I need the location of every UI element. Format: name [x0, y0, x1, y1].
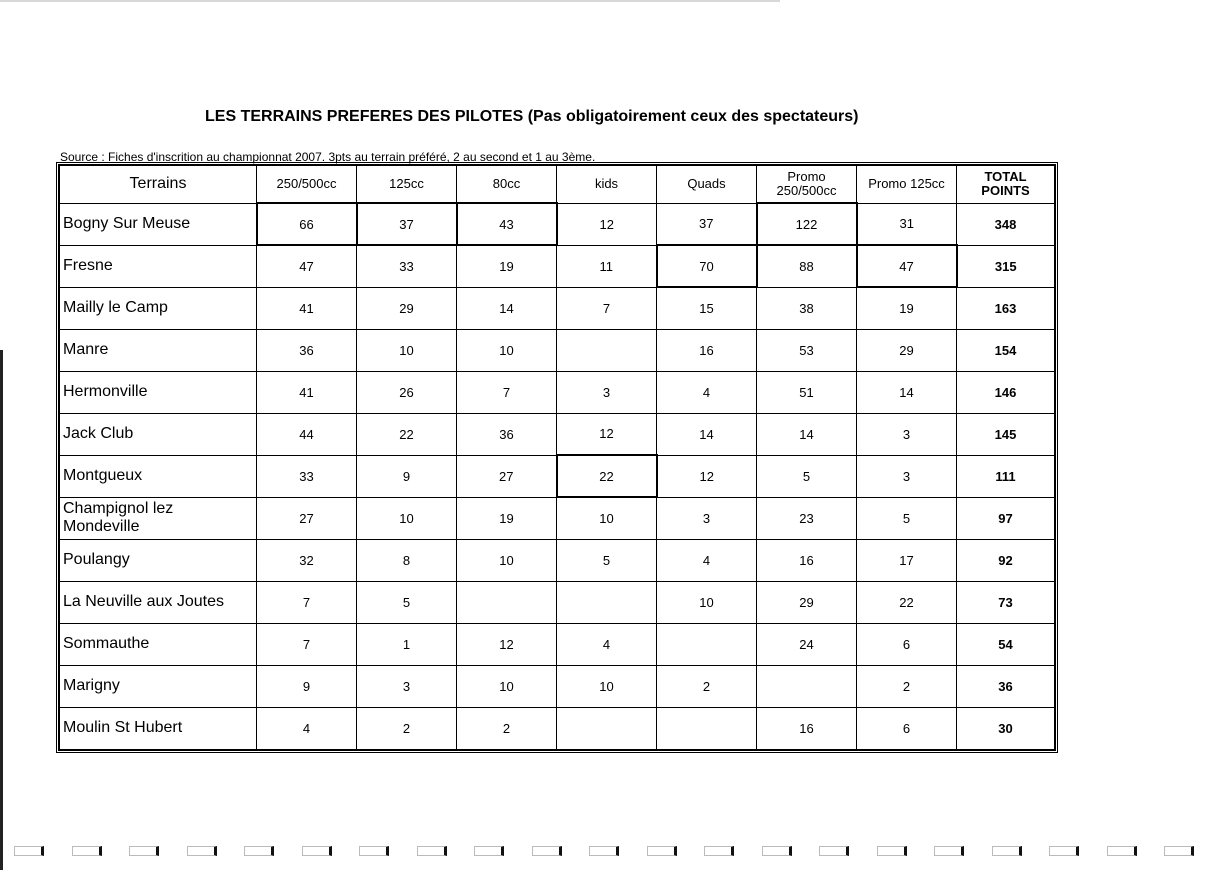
total-points-cell: 146	[957, 371, 1055, 413]
points-cell: 1	[357, 623, 457, 665]
points-cell: 32	[257, 539, 357, 581]
total-points-cell: 30	[957, 707, 1055, 749]
points-cell: 70	[657, 245, 757, 287]
points-cell	[457, 581, 557, 623]
points-cell: 3	[857, 413, 957, 455]
points-cell: 9	[357, 455, 457, 497]
perforation-mark	[877, 846, 907, 856]
points-cell: 12	[557, 203, 657, 245]
points-cell: 47	[257, 245, 357, 287]
perforation-strip	[0, 846, 1208, 860]
terrain-name-cell	[60, 287, 257, 329]
points-cell	[757, 665, 857, 707]
points-cell: 44	[257, 413, 357, 455]
points-cell: 10	[357, 329, 457, 371]
points-cell: 43	[457, 203, 557, 245]
source-note: Source : Fiches d'inscrition au championnat 2007. 3pts au terrain préféré, 2 au second et 1 au 3ème.	[60, 150, 596, 164]
points-cell: 14	[757, 413, 857, 455]
total-points-cell: 54	[957, 623, 1055, 665]
table-row	[60, 245, 1055, 287]
terrain-name-cell	[60, 539, 257, 581]
table-row	[60, 371, 1055, 413]
header-kids: kids	[557, 166, 657, 204]
points-cell	[557, 707, 657, 749]
header-250-500cc: 250/500cc	[257, 166, 357, 204]
total-points-cell: 163	[957, 287, 1055, 329]
points-cell: 3	[357, 665, 457, 707]
points-cell: 36	[257, 329, 357, 371]
points-cell: 4	[657, 539, 757, 581]
total-points-cell: 97	[957, 497, 1055, 539]
terrain-name-cell	[60, 329, 257, 371]
points-cell: 19	[857, 287, 957, 329]
points-cell: 10	[457, 665, 557, 707]
header-promo-250-500cc	[757, 166, 857, 204]
points-cell: 27	[457, 455, 557, 497]
terrain-name: Manre	[63, 341, 109, 358]
points-cell: 15	[657, 287, 757, 329]
points-cell: 122	[757, 203, 857, 245]
points-cell	[557, 329, 657, 371]
points-cell: 51	[757, 371, 857, 413]
header-125cc: 125cc	[357, 166, 457, 204]
points-cell: 29	[857, 329, 957, 371]
header-80cc: 80cc	[457, 166, 557, 204]
points-cell: 4	[657, 371, 757, 413]
table-row	[60, 581, 1055, 623]
terrain-name: Jack Club	[63, 425, 134, 442]
points-cell: 19	[457, 497, 557, 539]
points-cell	[657, 623, 757, 665]
header-promo-line2: 250/500cc	[776, 183, 837, 198]
terrain-name: Champignol lez	[63, 500, 174, 517]
total-points-cell: 36	[957, 665, 1055, 707]
points-cell: 10	[657, 581, 757, 623]
points-cell: 11	[557, 245, 657, 287]
points-cell: 22	[357, 413, 457, 455]
table-row	[60, 329, 1055, 371]
points-cell: 29	[757, 581, 857, 623]
points-cell: 22	[857, 581, 957, 623]
terrain-name: Mailly le Camp	[63, 299, 168, 316]
terrain-name: Moulin St Hubert	[63, 719, 183, 736]
perforation-mark	[532, 846, 562, 856]
perforation-mark	[129, 846, 159, 856]
points-cell: 2	[357, 707, 457, 749]
points-cell: 23	[757, 497, 857, 539]
points-cell: 14	[457, 287, 557, 329]
perforation-mark	[417, 846, 447, 856]
points-cell: 4	[557, 623, 657, 665]
terrain-name-cell	[60, 413, 257, 455]
perforation-mark	[934, 846, 964, 856]
perforation-mark	[704, 846, 734, 856]
points-cell: 2	[857, 665, 957, 707]
preferences-table-frame	[56, 162, 1058, 753]
terrain-name: Bogny Sur Meuse	[63, 215, 191, 232]
terrain-name-cell	[60, 581, 257, 623]
scan-left-edge	[0, 350, 3, 870]
table-body	[60, 203, 1055, 749]
header-total-line2: POINTS	[981, 183, 1030, 199]
points-cell: 38	[757, 287, 857, 329]
points-cell: 37	[357, 203, 457, 245]
terrain-name-cell	[60, 707, 257, 749]
points-cell: 2	[457, 707, 557, 749]
total-points-cell: 92	[957, 539, 1055, 581]
perforation-mark	[589, 846, 619, 856]
points-cell: 5	[757, 455, 857, 497]
points-cell: 8	[357, 539, 457, 581]
points-cell: 27	[257, 497, 357, 539]
points-cell	[557, 581, 657, 623]
points-cell: 3	[657, 497, 757, 539]
perforation-mark	[474, 846, 504, 856]
points-cell: 17	[857, 539, 957, 581]
preferences-table	[59, 165, 1055, 750]
scan-top-rule	[0, 0, 780, 2]
points-cell: 41	[257, 371, 357, 413]
points-cell: 47	[857, 245, 957, 287]
points-cell: 3	[557, 371, 657, 413]
perforation-mark	[302, 846, 332, 856]
points-cell: 12	[657, 455, 757, 497]
terrain-name: Montgueux	[63, 467, 143, 484]
terrain-name-cell	[60, 455, 257, 497]
points-cell: 37	[657, 203, 757, 245]
points-cell: 7	[257, 623, 357, 665]
points-cell: 36	[457, 413, 557, 455]
perforation-mark	[1049, 846, 1079, 856]
points-cell: 7	[457, 371, 557, 413]
total-points-cell: 145	[957, 413, 1055, 455]
points-cell: 16	[757, 539, 857, 581]
points-cell: 24	[757, 623, 857, 665]
points-cell: 14	[657, 413, 757, 455]
terrain-name: Marigny	[63, 677, 120, 694]
points-cell: 33	[257, 455, 357, 497]
points-cell: 5	[857, 497, 957, 539]
terrain-name: Poulangy	[63, 551, 130, 568]
points-cell: 3	[857, 455, 957, 497]
perforation-mark	[72, 846, 102, 856]
terrain-name-line2: Mondeville	[63, 518, 140, 535]
header-quads: Quads	[657, 166, 757, 204]
points-cell: 53	[757, 329, 857, 371]
perforation-mark	[359, 846, 389, 856]
table-row	[60, 539, 1055, 581]
header-total-points	[957, 166, 1055, 204]
perforation-mark	[992, 846, 1022, 856]
terrain-name: Hermonville	[63, 383, 148, 400]
perforation-mark	[1107, 846, 1137, 856]
perforation-mark	[14, 846, 44, 856]
points-cell: 10	[457, 329, 557, 371]
header-promo-125cc: Promo 125cc	[857, 166, 957, 204]
points-cell: 12	[557, 413, 657, 455]
perforation-mark	[819, 846, 849, 856]
points-cell	[657, 707, 757, 749]
table-row	[60, 413, 1055, 455]
points-cell: 16	[757, 707, 857, 749]
terrain-name: La Neuville aux Joutes	[63, 593, 224, 610]
points-cell: 5	[557, 539, 657, 581]
points-cell: 14	[857, 371, 957, 413]
points-cell: 19	[457, 245, 557, 287]
points-cell: 2	[657, 665, 757, 707]
table-row	[60, 497, 1055, 539]
table-row	[60, 623, 1055, 665]
terrain-name: Fresne	[63, 257, 113, 274]
points-cell: 31	[857, 203, 957, 245]
terrain-name-cell	[60, 665, 257, 707]
perforation-mark	[187, 846, 217, 856]
points-cell: 7	[257, 581, 357, 623]
points-cell: 26	[357, 371, 457, 413]
table-row	[60, 665, 1055, 707]
total-points-cell: 154	[957, 329, 1055, 371]
header-promo-line1: Promo	[787, 169, 826, 184]
total-points-cell: 73	[957, 581, 1055, 623]
total-points-cell: 315	[957, 245, 1055, 287]
terrain-name-cell	[60, 371, 257, 413]
points-cell: 22	[557, 455, 657, 497]
points-cell: 5	[357, 581, 457, 623]
perforation-mark	[762, 846, 792, 856]
header-total-line1: TOTAL	[984, 169, 1027, 185]
points-cell: 33	[357, 245, 457, 287]
points-cell: 4	[257, 707, 357, 749]
points-cell: 6	[857, 707, 957, 749]
points-cell: 10	[557, 497, 657, 539]
header-terrains: Terrains	[60, 166, 257, 204]
points-cell: 66	[257, 203, 357, 245]
total-points-cell: 348	[957, 203, 1055, 245]
points-cell: 16	[657, 329, 757, 371]
table-row	[60, 287, 1055, 329]
terrain-name-cell	[60, 497, 257, 539]
terrain-name: Sommauthe	[63, 635, 150, 652]
points-cell: 88	[757, 245, 857, 287]
points-cell: 10	[457, 539, 557, 581]
total-points-cell: 111	[957, 455, 1055, 497]
terrain-name-cell	[60, 245, 257, 287]
table-row	[60, 707, 1055, 749]
points-cell: 6	[857, 623, 957, 665]
perforation-mark	[244, 846, 274, 856]
points-cell: 12	[457, 623, 557, 665]
terrain-name-cell	[60, 623, 257, 665]
points-cell: 9	[257, 665, 357, 707]
table-row	[60, 455, 1055, 497]
header-row	[60, 166, 1055, 204]
table-row	[60, 203, 1055, 245]
terrain-name-cell	[60, 203, 257, 245]
points-cell: 29	[357, 287, 457, 329]
points-cell: 7	[557, 287, 657, 329]
perforation-mark	[1164, 846, 1194, 856]
perforation-mark	[647, 846, 677, 856]
page-title: LES TERRAINS PREFERES DES PILOTES (Pas obligatoirement ceux des spectateurs)	[205, 108, 859, 125]
points-cell: 41	[257, 287, 357, 329]
points-cell: 10	[357, 497, 457, 539]
points-cell: 10	[557, 665, 657, 707]
